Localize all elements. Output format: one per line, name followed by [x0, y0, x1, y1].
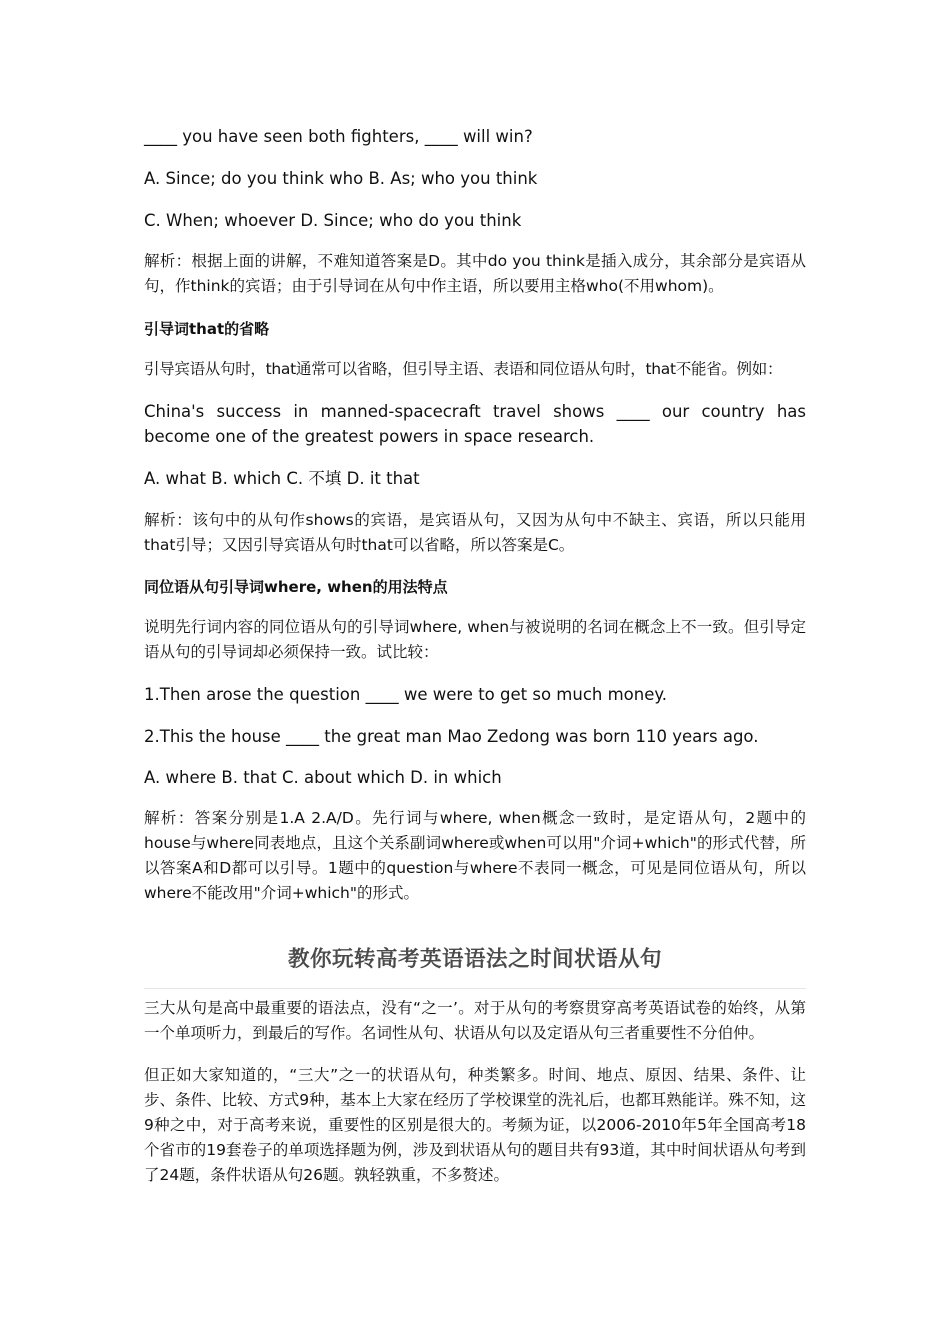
- title-divider: [144, 988, 806, 989]
- that-omission-options: A. what B. which C. 不填 D. it that: [144, 469, 420, 488]
- appositive-options: A. where B. that C. about which D. in which: [144, 768, 502, 787]
- section-heading-that-omission: 引导词that的省略: [144, 320, 270, 338]
- appositive-example-2: 2.This the house ____ the great man Mao Zedong was born 110 years ago.: [144, 727, 759, 746]
- article-paragraph-1: 三大从句是高中最重要的语法点，没有“之一’。对于从句的考察贯穿高考英语试卷的始终，从第一个单项听力，到最后的写作。名词性从句、状语从句以及定语从句三者重要性不分伯仲。: [144, 999, 806, 1042]
- appositive-example-1: 1.Then arose the question ____ we were to get so much money.: [144, 685, 668, 704]
- that-omission-intro: 引导宾语从句时，that通常可以省略，但引导主语、表语和同位语从句时，that不能省。例如：: [144, 360, 783, 378]
- question-options-cd: C. When; whoever D. Since; who do you think: [144, 211, 522, 230]
- section-heading-appositive: 同位语从句引导词where, when的用法特点: [144, 578, 448, 596]
- article-title: 教你玩转高考英语语法之时间状语从句: [287, 947, 662, 972]
- article-paragraph-2: 但正如大家知道的，“三大”之一的状语从句，种类繁多。时间、地点、原因、结果、条件、让步、条件、比较、方式9种，基本上大家在经历了学校课堂的洗礼后，也都耳熟能详。殊不知，这9种之中，对于高考来说，重要性的区别是很大的。考频为证，以2006-2010年5年全国高考18个省市的19套卷子的单项选择题为例，涉及到状语从句的题目共有93道，其中时间状语从句考到了24题，条件状语从句26题。孰轻孰重，不多赘述。: [144, 1066, 806, 1184]
- question-options-ab: A. Since; do you think who B. As; who you think: [144, 169, 538, 188]
- that-omission-example: China's success in manned-spacecraft travel shows ____ our country has become one of the greatest powers in space research.: [144, 402, 806, 446]
- question-stem: ____ you have seen both fighters, ____ will win?: [144, 127, 533, 146]
- appositive-intro: 说明先行词内容的同位语从句的引导词where, when与被说明的名词在概念上不一致。但引导定语从句的引导词却必须保持一致。试比较：: [144, 618, 806, 661]
- question-analysis: 解析：根据上面的讲解，不难知道答案是D。其中do you think是插入成分，其余部分是宾语从句，作think的宾语；由于引导词在从句中作主语，所以要用主格who(不用whom)。: [144, 252, 806, 295]
- that-omission-analysis: 解析：该句中的从句作shows的宾语，是宾语从句，又因为从句中不缺主、宾语，所以只能用that引导；又因引导宾语从句时that可以省略，所以答案是C。: [144, 511, 806, 554]
- appositive-analysis: 解析：答案分别是1.A 2.A/D。先行词与where, when概念一致时，是定语从句，2题中的house与where同表地点，且这个关系副词where或when可以用"介词+which"的形式代替，所以答案A和D都可以引导。1题中的question与where不表同一概念，可见是同位语从句，所以where不能改用"介词+which"的形式。: [144, 809, 806, 902]
